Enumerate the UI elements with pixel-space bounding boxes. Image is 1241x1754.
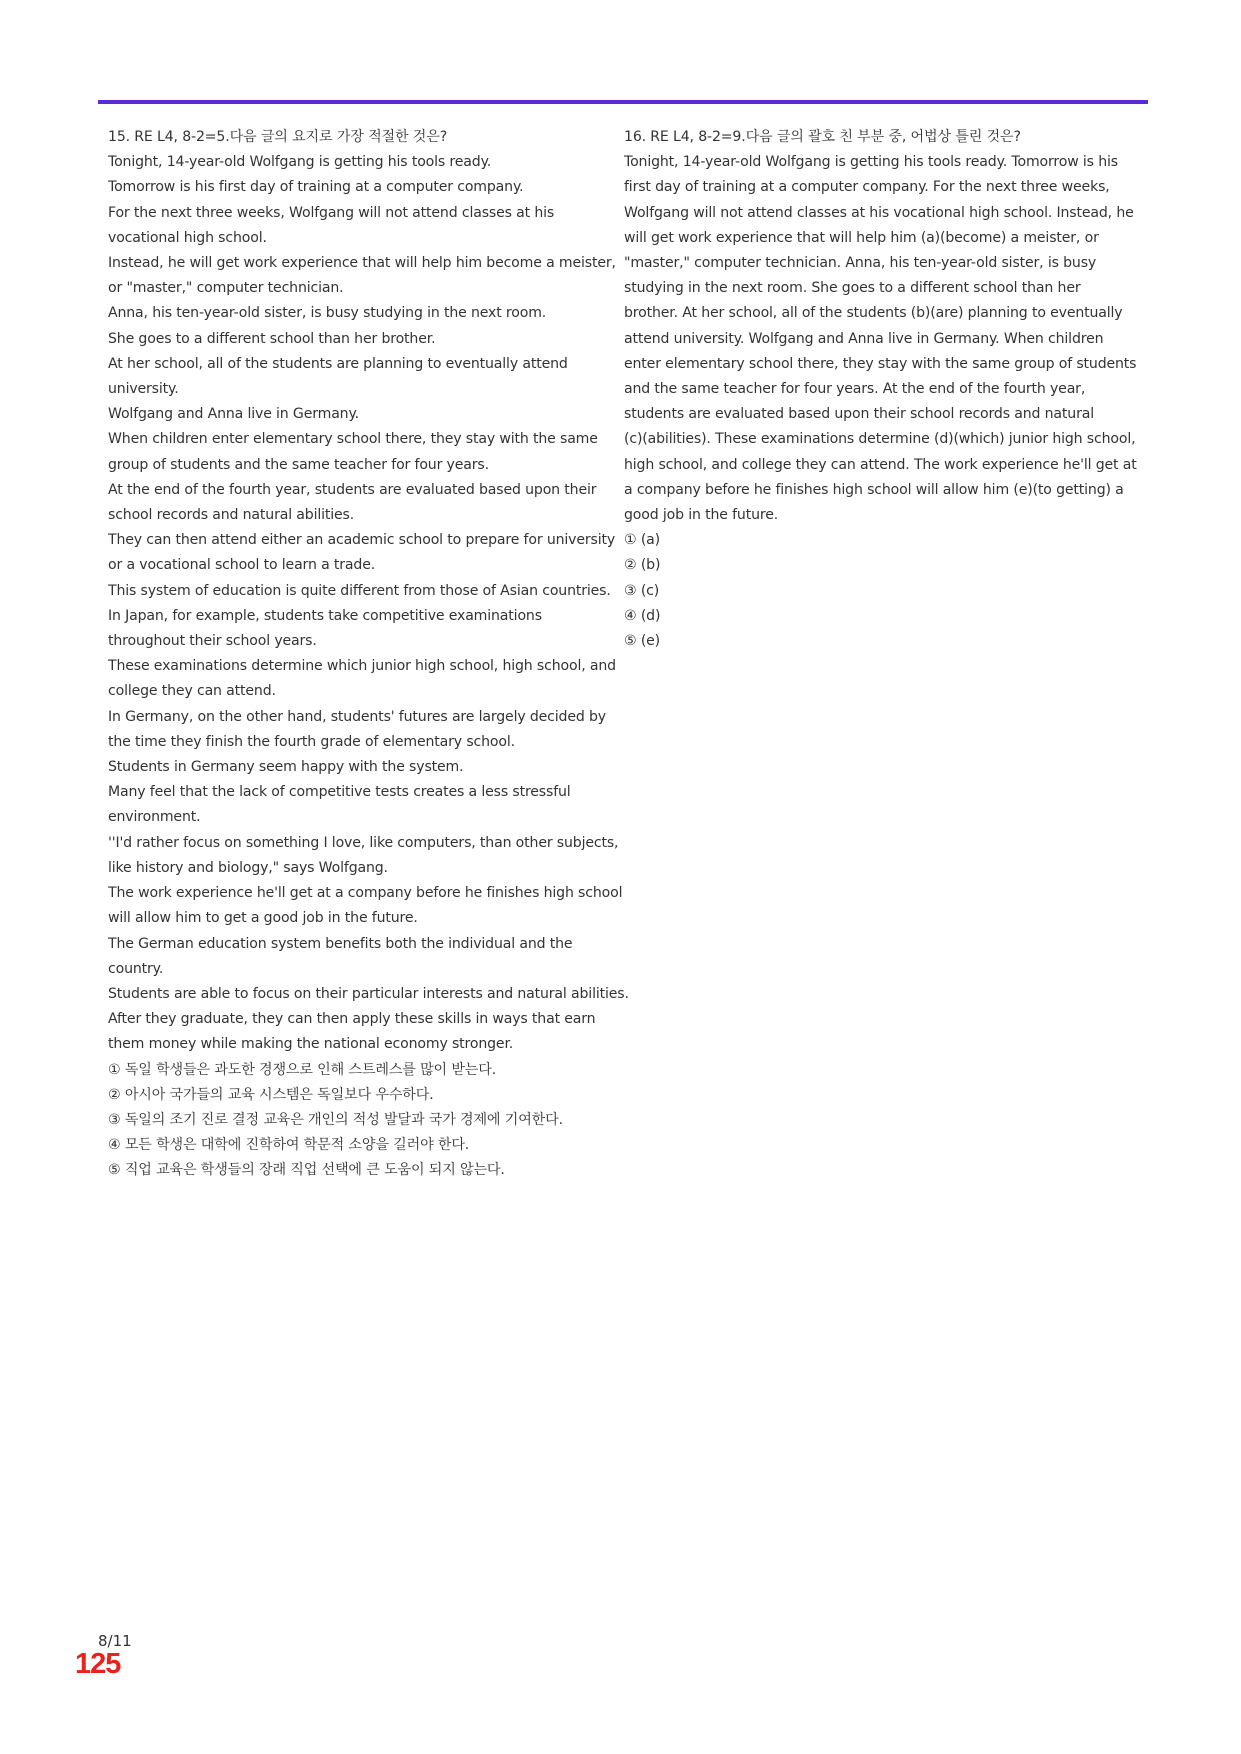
passage-line: They can then attend either an academic school to prepare for university [108, 532, 616, 549]
passage-line: enter elementary school there, they stay with the same group of students [624, 355, 1137, 372]
passage-line: At her school, all of the students are planning to eventually attend [108, 355, 568, 372]
header-rule [98, 100, 1148, 104]
passage-line: a company before he finishes high school will allow him (e)(to getting) a [624, 481, 1124, 498]
passage-line: and the same teacher for four years. At the end of the fourth year, [624, 381, 1086, 398]
passage-line: brother. At her school, all of the students (b)(are) planning to eventually [624, 305, 1123, 322]
passage [108, 150, 628, 1057]
passage-line: Many feel that the lack of competitive tests creates a less stressful [108, 784, 571, 801]
passage-line: ''I'd rather focus on something I love, like computers, than other subjects, [108, 834, 619, 851]
passage-line: At the end of the fourth year, students are evaluated based upon their [108, 481, 597, 498]
answer-option: ③ 독일의 조기 진로 결정 교육은 개인의 적성 발달과 국가 경제에 기여한다. [108, 1111, 563, 1128]
answer-option: ② 아시아 국가들의 교육 시스템은 독일보다 우수하다. [108, 1086, 434, 1103]
passage-line: group of students and the same teacher for four years. [108, 456, 489, 473]
passage-line: The German education system benefits both the individual and the [108, 935, 573, 952]
passage-line: The work experience he'll get at a company before he finishes high school [108, 885, 623, 902]
passage-line: environment. [108, 809, 201, 826]
passage-line: country. [108, 960, 164, 977]
page-indicator: 8/11 [98, 1632, 132, 1650]
passage-line: university. [108, 381, 179, 398]
passage-line: "master," computer technician. Anna, his ten-year-old sister, is busy [624, 255, 1097, 272]
passage-line: Anna, his ten-year-old sister, is busy studying in the next room. [108, 305, 547, 322]
answer-option: ③ (c) [624, 582, 660, 599]
passage-line: will get work experience that will help him (a)(become) a meister, or [624, 229, 1099, 246]
answer-option: ④ 모든 학생은 대학에 진학하여 학문적 소양을 길러야 한다. [108, 1137, 470, 1154]
answer-option: ① 독일 학생들은 과도한 경쟁으로 인해 스트레스를 많이 받는다. [108, 1061, 497, 1078]
passage-line: Tomorrow is his first day of training at a computer company. [108, 179, 524, 196]
passage-line: good job in the future. [624, 507, 779, 524]
passage-line: Instead, he will get work experience that will help him become a meister, [108, 255, 616, 272]
passage-line: For the next three weeks, Wolfgang will not attend classes at his [108, 204, 555, 221]
passage-line: These examinations determine which junior high school, high school, and [108, 658, 616, 675]
question-15 [108, 125, 628, 1184]
passage-line: Tonight, 14-year-old Wolfgang is getting his tools ready. Tomorrow is his [624, 154, 1118, 171]
passage-line: This system of education is quite different from those of Asian countries. [108, 582, 611, 599]
answer-option: ⑤ (e) [624, 633, 661, 650]
passage-line: high school, and college they can attend. The work experience he'll get at [624, 456, 1137, 473]
answer-options [108, 1058, 628, 1184]
passage [624, 150, 1137, 528]
passage-line: like history and biology," says Wolfgang. [108, 859, 388, 876]
passage-line: After they graduate, they can then apply these skills in ways that earn [108, 1011, 596, 1028]
question-title: 15. RE L4, 8-2=5.다음 글의 요지로 가장 적절한 것은? [108, 129, 448, 145]
passage-line: Students in Germany seem happy with the system. [108, 759, 464, 776]
answer-option: ⑤ 직업 교육은 학생들의 장래 직업 선택에 큰 도움이 되지 않는다. [108, 1162, 505, 1179]
answer-option: ① (a) [624, 532, 660, 549]
passage-line: them money while making the national economy stronger. [108, 1036, 514, 1053]
passage-line: Students are able to focus on their particular interests and natural abilities. [108, 985, 629, 1002]
passage-line: throughout their school years. [108, 633, 317, 650]
passage-line: Tonight, 14-year-old Wolfgang is getting his tools ready. [108, 154, 492, 171]
passage-line: When children enter elementary school there, they stay with the same [108, 431, 598, 448]
passage-line: school records and natural abilities. [108, 507, 355, 524]
passage-line: vocational high school. [108, 229, 267, 246]
answer-option: ② (b) [624, 557, 661, 574]
passage-line: will allow him to get a good job in the future. [108, 910, 418, 927]
question-title: 16. RE L4, 8-2=9.다음 글의 괄호 친 부분 중, 어법상 틀린 것은? [624, 129, 1021, 145]
passage-line: She goes to a different school than her brother. [108, 330, 436, 347]
passage-line: attend university. Wolfgang and Anna live in Germany. When children [624, 330, 1104, 347]
passage-line: Wolfgang and Anna live in Germany. [108, 406, 359, 423]
passage-line: the time they finish the fourth grade of elementary school. [108, 733, 515, 750]
passage-line: In Japan, for example, students take competitive examinations [108, 607, 542, 624]
answer-options [624, 528, 1134, 654]
answer-option: ④ (d) [624, 607, 661, 624]
passage-line: or a vocational school to learn a trade. [108, 557, 376, 574]
passage-line: studying in the next room. She goes to a different school than her [624, 280, 1081, 297]
passage-line: students are evaluated based upon their school records and natural [624, 406, 1094, 423]
page-number: 125 [75, 1648, 121, 1680]
passage-line: first day of training at a computer company. For the next three weeks, [624, 179, 1110, 196]
passage-line: (c)(abilities). These examinations determine (d)(which) junior high school, [624, 431, 1136, 448]
question-16 [624, 125, 1137, 654]
passage-line: college they can attend. [108, 683, 276, 700]
passage-line: Wolfgang will not attend classes at his vocational high school. Instead, he [624, 204, 1134, 221]
passage-line: In Germany, on the other hand, students' futures are largely decided by [108, 708, 606, 725]
passage-line: or "master," computer technician. [108, 280, 344, 297]
